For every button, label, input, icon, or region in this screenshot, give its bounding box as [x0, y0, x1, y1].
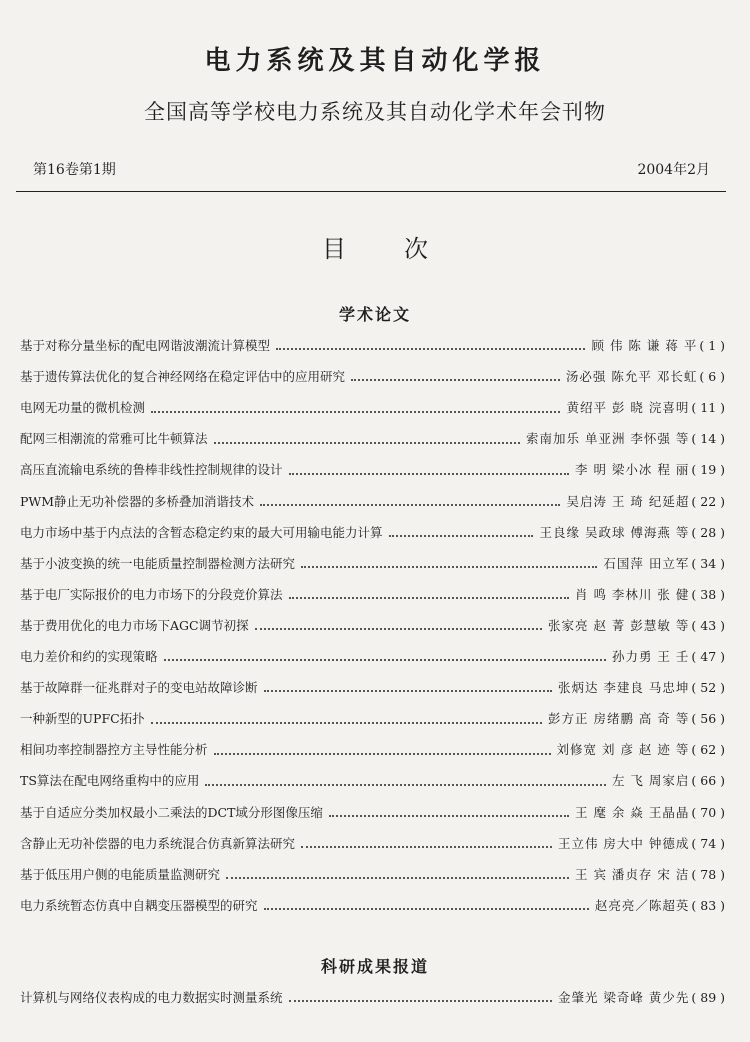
entry-title: 电力系统暂态仿真中自耦变压器模型的研究	[20, 897, 258, 913]
toc-entry[interactable]	[20, 367, 725, 389]
entry-title: PWM静止无功补偿器的多桥叠加消谐技术	[20, 493, 255, 509]
entry-title: 一种新型的UPFC拓扑	[20, 711, 145, 727]
entry-title: 配网三相潮流的常雅可比牛顿算法	[20, 431, 208, 447]
entry-title: 电网无功量的微机检测	[20, 400, 146, 416]
dot-leader	[205, 775, 606, 786]
toc-entry[interactable]	[20, 834, 725, 856]
dot-leader	[264, 682, 552, 693]
dot-leader	[260, 495, 560, 506]
dot-leader	[289, 588, 569, 599]
toc-entry[interactable]	[20, 740, 725, 762]
toc-title	[0, 229, 750, 264]
section-heading-academic: 学术论文	[338, 305, 411, 324]
entry-title: 基于费用优化的电力市场下AGC调节初探	[20, 617, 249, 633]
toc-entry[interactable]	[20, 585, 725, 607]
toc-entry[interactable]	[20, 647, 725, 669]
entry-page-number: ( 6 )	[699, 369, 725, 385]
dot-leader	[255, 620, 542, 631]
dot-leader	[289, 464, 569, 475]
entry-page-number: ( 70 )	[691, 804, 725, 820]
entry-page-number: ( 11 )	[691, 400, 725, 416]
entry-authors: 王良缘 吴政球 傅海燕 等	[539, 524, 690, 540]
entry-authors: 金肇光 梁奇峰 黄少先	[557, 990, 690, 1005]
dot-leader	[151, 713, 542, 724]
entry-authors: 彭方正 房绪鹏 高 奇 等	[547, 711, 690, 727]
toc-title-char-1: 目	[322, 235, 346, 263]
dot-leader	[276, 340, 585, 351]
entry-title: 基于遗传算法优化的复合神经网络在稳定评估中的应用研究	[20, 369, 346, 385]
entry-title: 基于小波变换的统一电能质量控制器检测方法研究	[20, 555, 296, 571]
entry-page-number: ( 47 )	[691, 649, 725, 664]
entry-authors: 肖 鸣 李林川 张 健	[574, 586, 690, 602]
entry-authors: 王立伟 房大中 钟德成	[557, 835, 690, 851]
entry-authors: 吴启涛 王 琦 纪延超	[566, 493, 690, 509]
entry-page-number: ( 62 )	[691, 742, 725, 758]
entry-page-number: ( 43 )	[691, 617, 725, 633]
entry-authors: 张炳达 李建良 马忠坤	[557, 680, 690, 696]
toc-title-char-2: 次	[404, 235, 428, 263]
entry-title: 电力差价和约的实现策略	[20, 649, 158, 664]
entry-page-number: ( 78 )	[691, 866, 725, 882]
entry-authors: 孙力勇 王 壬	[611, 649, 690, 664]
journal-title: 电力系统及其自动化学报	[204, 46, 546, 76]
toc-entry[interactable]	[20, 429, 725, 451]
entry-title: 基于对称分量坐标的配电网谐波潮流计算模型	[20, 338, 271, 353]
entry-page-number: ( 52 )	[691, 680, 725, 696]
entry-page-number: ( 83 )	[691, 897, 725, 913]
entry-page-number: ( 28 )	[691, 524, 725, 540]
entry-authors: 左 飞 周家启	[611, 773, 690, 789]
entry-authors: 赵亮亮／陈超英	[594, 897, 690, 913]
toc-entry[interactable]	[20, 492, 725, 514]
entry-title: 含静止无功补偿器的电力系统混合仿真新算法研究	[20, 835, 296, 851]
entry-title: 高压直流输电系统的鲁棒非线性控制规律的设计	[20, 462, 283, 478]
entry-title: 基于故障群一征兆群对子的变电站故障诊断	[20, 680, 258, 696]
entry-authors: 汤必强 陈允平 邓长虹	[565, 369, 698, 385]
toc-entry[interactable]	[20, 398, 725, 420]
entry-title: 计算机与网络仪表构成的电力数据实时测量系统	[20, 990, 283, 1005]
toc-entry[interactable]	[20, 771, 725, 793]
entry-authors: 顾 伟 陈 谦 蒋 平	[591, 338, 698, 353]
entry-authors: 王 宾 潘贞存 宋 洁	[574, 866, 690, 882]
entry-authors: 石国萍 田立军	[603, 555, 690, 571]
toc-entry[interactable]	[20, 616, 725, 638]
dot-leader	[389, 526, 534, 537]
toc-entry[interactable]	[20, 709, 725, 731]
toc-entry[interactable]	[20, 988, 725, 1010]
entry-page-number: ( 38 )	[691, 586, 725, 602]
entry-title: TS算法在配电网络重构中的应用	[20, 773, 200, 789]
entry-authors: 黄绍平 彭 晓 浣喜明	[566, 400, 690, 416]
entry-page-number: ( 19 )	[691, 462, 725, 478]
journal-subtitle: 全国高等学校电力系统及其自动化学术年会刊物	[144, 100, 606, 124]
dot-leader	[226, 868, 569, 879]
entry-page-number: ( 74 )	[691, 835, 725, 851]
dot-leader	[329, 806, 569, 817]
entry-page-number: ( 89 )	[691, 990, 725, 1005]
entry-page-number: ( 22 )	[691, 493, 725, 509]
entry-authors: 索南加乐 单亚洲 李怀强 等	[525, 431, 690, 447]
entry-page-number: ( 66 )	[691, 773, 725, 789]
header-divider	[16, 191, 726, 192]
entry-page-number: ( 1 )	[699, 338, 725, 353]
entry-authors: 王 麾 余 焱 王晶晶	[574, 804, 690, 820]
entry-authors: 张家亮 赵 菁 彭慧敏 等	[547, 617, 690, 633]
dot-leader	[264, 899, 589, 910]
section-heading-research-reports: 科研成果报道	[320, 957, 429, 976]
issue-number: 第16卷第1期	[33, 162, 116, 178]
dot-leader	[351, 371, 560, 382]
toc-entry[interactable]	[20, 336, 725, 358]
entry-title: 基于电厂实际报价的电力市场下的分段竞价算法	[20, 586, 283, 602]
toc-entry[interactable]	[20, 554, 725, 576]
entry-page-number: ( 34 )	[691, 555, 725, 571]
entry-title: 相间功率控制器控方主导性能分析	[20, 742, 208, 758]
toc-entry[interactable]	[20, 523, 725, 545]
dot-leader	[301, 837, 552, 848]
dot-leader	[289, 992, 552, 1003]
dot-leader	[214, 744, 551, 755]
issue-date: 2004年2月	[637, 162, 710, 178]
dot-leader	[301, 557, 597, 568]
toc-entry[interactable]	[20, 460, 725, 482]
dot-leader	[151, 402, 560, 413]
toc-entry[interactable]	[20, 678, 725, 700]
entry-authors: 李 明 梁小冰 程 丽	[574, 462, 690, 478]
entry-page-number: ( 56 )	[691, 711, 725, 727]
entry-authors: 刘修宽 刘 彦 赵 迹 等	[556, 742, 690, 758]
dot-leader	[164, 651, 606, 662]
toc-entry[interactable]	[20, 803, 725, 825]
entry-title: 基于低压用户侧的电能质量监测研究	[20, 866, 221, 882]
entry-title: 电力市场中基于内点法的含暂态稳定约束的最大可用输电能力计算	[20, 524, 383, 540]
entry-page-number: ( 14 )	[691, 431, 725, 447]
toc-entry[interactable]	[20, 896, 725, 918]
entry-title: 基于自适应分类加权最小二乘法的DCT域分形图像压缩	[20, 804, 323, 820]
dot-leader	[214, 433, 520, 444]
toc-entry[interactable]	[20, 865, 725, 887]
